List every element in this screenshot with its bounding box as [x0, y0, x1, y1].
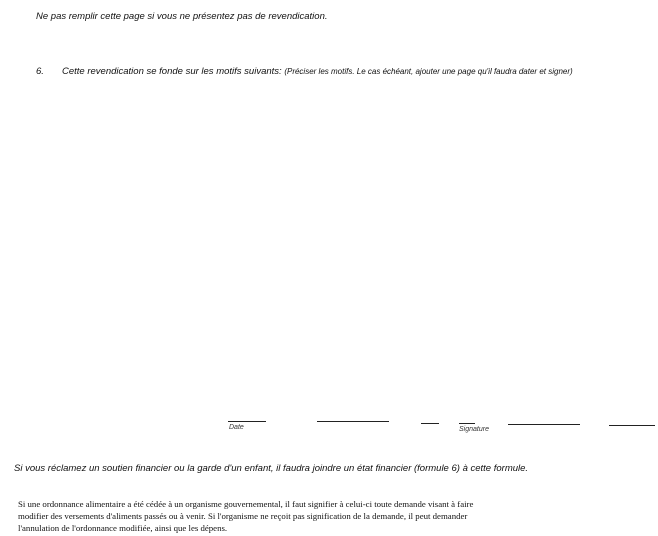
signature-label: Signature	[459, 426, 489, 433]
signature-line-4[interactable]	[508, 424, 580, 425]
notice-line: modifier des versements d'aliments passés ou à venir. Si l'organisme ne reçoit pas signification de la demande, il peut demander	[18, 511, 468, 521]
financial-statement-note: Si vous réclamez un soutien financier ou la garde d'un enfant, il faudra joindre un état financier (formule 6) à cette formule.	[14, 463, 529, 474]
signature-line-1[interactable]	[317, 421, 389, 422]
notice-line: Si une ordonnance alimentaire a été cédée à un organisme gouvernemental, il faut signifier à celui-ci toute demande visant à faire	[18, 499, 474, 509]
page-instruction: Ne pas remplir cette page si vous ne présentez pas de revendication.	[36, 11, 328, 22]
signature-line-5[interactable]	[609, 425, 655, 426]
signature-line-3[interactable]	[459, 423, 475, 424]
question-text	[62, 66, 573, 77]
date-line[interactable]	[228, 421, 266, 422]
question-number: 6.	[36, 66, 44, 77]
question-label: Cette revendication se fonde sur les motifs suivants:	[62, 66, 282, 77]
assignment-notice	[18, 498, 578, 534]
date-label: Date	[229, 424, 244, 431]
signature-line-2[interactable]	[421, 423, 439, 424]
question-hint: (Préciser les motifs. Le cas échéant, ajouter une page qu'il faudra dater et signer)	[284, 67, 573, 76]
reasons-area[interactable]	[36, 84, 636, 404]
notice-line: l'annulation de l'ordonnance modifiée, ainsi que les dépens.	[18, 523, 228, 533]
